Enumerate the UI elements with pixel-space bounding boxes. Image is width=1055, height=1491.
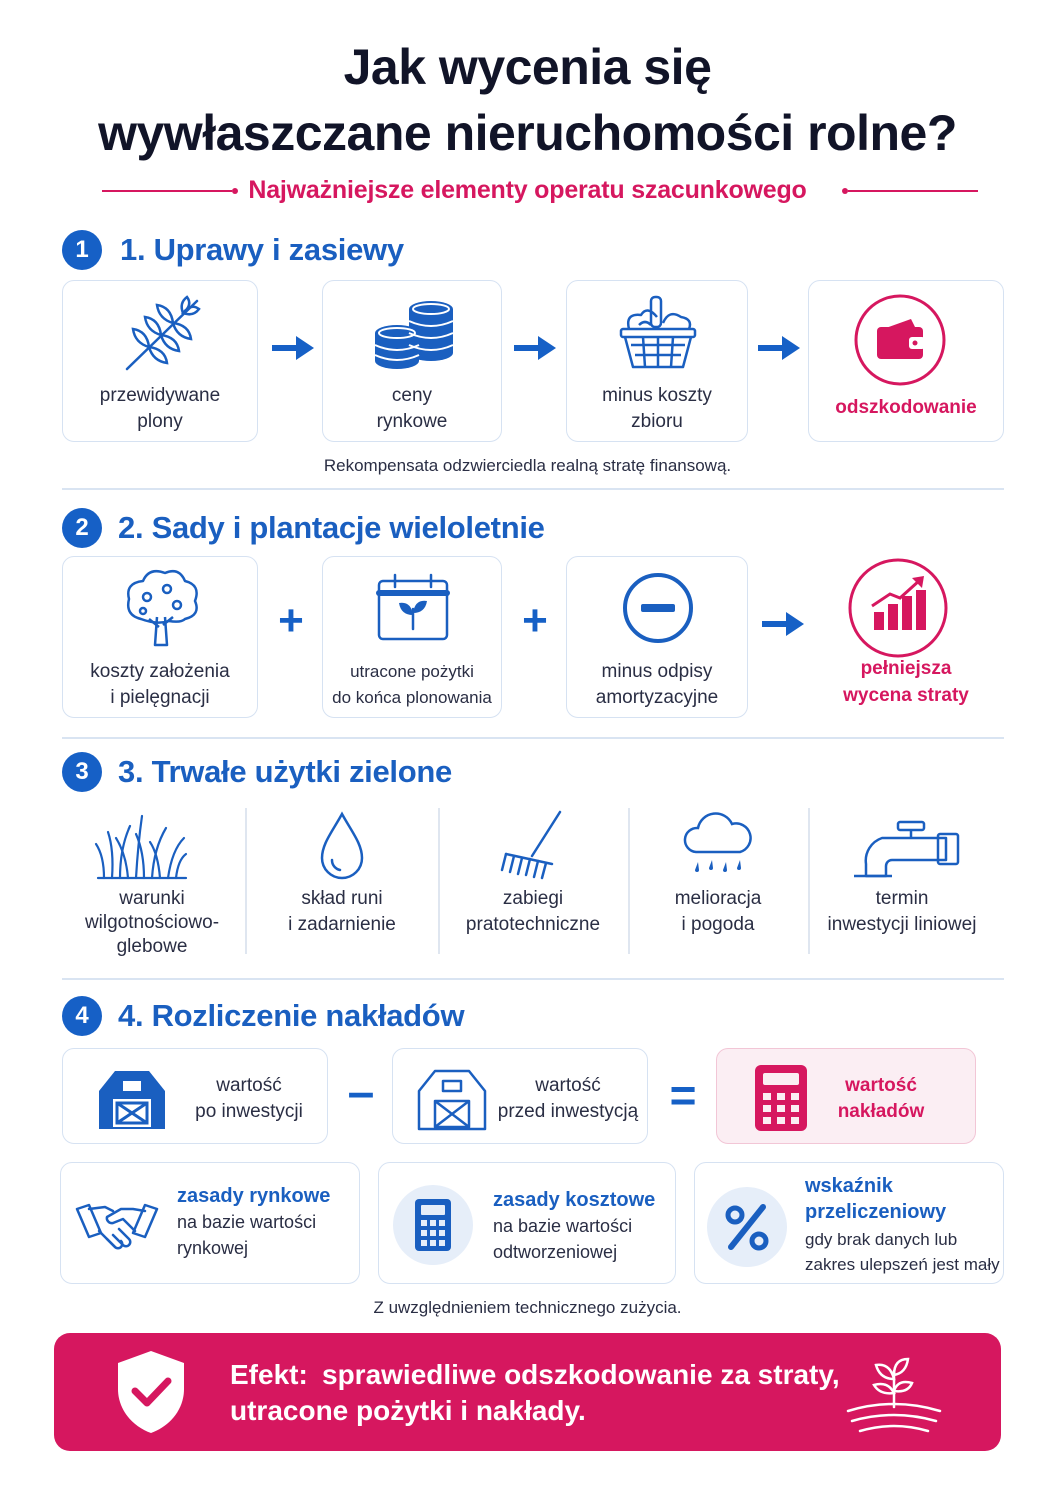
card-investment-value xyxy=(716,1048,976,1144)
rain-cloud-icon xyxy=(680,812,756,878)
arrow-right-icon xyxy=(760,610,806,638)
column-separator xyxy=(808,808,810,954)
equals-operator: = xyxy=(669,1069,697,1121)
section1-title: 1. Uprawy i zasiewy xyxy=(120,232,404,267)
section2-number-badge: 2 xyxy=(62,508,102,548)
factor-label: skład runi xyxy=(301,888,383,909)
card-label: amortyzacyjne xyxy=(595,687,719,708)
card-harvest-costs xyxy=(566,280,748,442)
card-cost-rules xyxy=(378,1162,676,1284)
minus-circle-icon xyxy=(621,571,695,645)
rule-desc: zakres ulepszeń jest mały xyxy=(805,1255,1000,1274)
section3-number-badge: 3 xyxy=(62,752,102,792)
card-label: pełniejsza xyxy=(860,658,952,679)
page-subtitle: Najważniejsze elementy operatu szacunkowego xyxy=(248,176,807,204)
factor-label: warunki xyxy=(119,888,185,909)
rule-title: zasady rynkowe xyxy=(177,1185,331,1207)
effect-text-line1: sprawiedliwe odszkodowanie za straty, xyxy=(322,1359,840,1390)
card-market-rules xyxy=(60,1162,360,1284)
plus-operator: + xyxy=(278,596,304,645)
card-label: odszkodowanie xyxy=(835,397,977,418)
arrow-right-icon xyxy=(270,334,316,362)
factor-grassland-treatments xyxy=(442,808,624,958)
section1-note: Rekompensata odzwierciedla realną stratę finansową. xyxy=(323,456,732,475)
arrow-right-icon xyxy=(512,334,558,362)
factor-label: inwestycji liniowej xyxy=(827,914,977,935)
section4-title: 4. Rozliczenie nakładów xyxy=(118,998,465,1033)
page-title-line2: wywłaszczane nieruchomości rolne? xyxy=(98,105,957,161)
minus-operator: – xyxy=(347,1066,375,1119)
factor-label: wilgotnościowo- xyxy=(84,912,220,933)
factor-label: i zadarnienie xyxy=(288,914,396,935)
section4-number-badge: 4 xyxy=(62,996,102,1036)
section3-title: 3. Trwałe użytki zielone xyxy=(118,754,452,789)
pipe-icon xyxy=(852,820,962,880)
card-label: i pielęgnacji xyxy=(110,687,210,708)
card-label: rynkowe xyxy=(376,411,448,432)
card-label: przewidywane xyxy=(99,385,221,406)
column-separator xyxy=(628,808,630,954)
rule-title: wskaźnik xyxy=(805,1175,893,1197)
factor-drainage-weather xyxy=(632,808,804,958)
factor-moisture-soil xyxy=(62,808,242,968)
factor-label: pratotechniczne xyxy=(465,914,601,935)
rule-desc: odtworzeniowej xyxy=(493,1242,618,1262)
card-value-before-investment xyxy=(392,1048,648,1144)
card-label: utracone pożytki xyxy=(350,662,474,681)
factor-label: glebowe xyxy=(116,936,188,957)
section-divider xyxy=(62,978,1004,980)
formula-label: nakładów xyxy=(837,1101,925,1122)
factor-label: zabiegi xyxy=(502,888,564,909)
formula-label: wartość xyxy=(845,1075,917,1096)
card-predicted-yield xyxy=(62,280,258,442)
barn-outline-icon xyxy=(415,1063,489,1131)
calculator-pink-icon xyxy=(751,1063,811,1133)
sprout-field-icon xyxy=(842,1349,946,1437)
factor-label: termin xyxy=(875,888,929,909)
section2-title: 2. Sady i plantacje wieloletnie xyxy=(118,510,545,545)
card-label: do końca plonowania xyxy=(332,688,492,707)
coins-icon xyxy=(371,297,457,373)
card-lost-benefits xyxy=(322,556,502,718)
section1-number-badge: 1 xyxy=(62,230,102,270)
effect-label: Efekt: xyxy=(230,1359,308,1390)
card-label: wycena straty xyxy=(843,685,969,706)
rule-desc: na bazie wartości xyxy=(177,1212,317,1232)
arrow-right-icon xyxy=(756,334,802,362)
factor-label: i pogoda xyxy=(681,914,755,935)
effect-banner xyxy=(54,1333,1001,1451)
subtitle-rule-right xyxy=(848,190,978,192)
wallet-icon xyxy=(853,293,947,387)
card-conversion-index xyxy=(694,1162,1004,1284)
formula-label: po inwestycji xyxy=(195,1101,303,1122)
water-drop-icon xyxy=(316,810,368,882)
rule-desc: rynkowej xyxy=(177,1238,249,1258)
tree-icon xyxy=(119,565,203,649)
card-fuller-loss-valuation xyxy=(808,556,1004,718)
growth-chart-icon xyxy=(846,556,950,660)
column-separator xyxy=(245,808,247,954)
grass-icon xyxy=(94,812,190,882)
section-divider xyxy=(62,488,1004,490)
card-value-after-investment xyxy=(62,1048,328,1144)
calendar-sprout-icon xyxy=(375,571,451,643)
page-title-line1: Jak wycenia się xyxy=(343,39,712,95)
card-label: plony xyxy=(137,411,183,432)
barn-icon xyxy=(95,1063,169,1131)
formula-label: przed inwestycją xyxy=(497,1101,639,1122)
card-label: minus koszty xyxy=(602,385,712,406)
calculator-icon xyxy=(391,1183,475,1267)
card-label: zbioru xyxy=(631,411,683,432)
rule-desc: na bazie wartości xyxy=(493,1216,633,1236)
card-compensation xyxy=(808,280,1004,442)
percent-icon xyxy=(705,1185,789,1269)
section4-note: Z uwzględnieniem technicznego zużycia. xyxy=(373,1298,682,1317)
shield-check-icon xyxy=(114,1347,188,1437)
factor-label: melioracja xyxy=(674,888,762,909)
effect-text-line2: utracone pożytki i nakłady. xyxy=(230,1395,586,1426)
basket-icon xyxy=(617,293,699,373)
section-divider xyxy=(62,737,1004,739)
factor-linear-investment-date xyxy=(812,808,992,958)
rule-title: zasady kosztowe xyxy=(493,1189,656,1211)
card-depreciation xyxy=(566,556,748,718)
card-label: minus odpisy xyxy=(601,661,713,682)
card-market-prices xyxy=(322,280,502,442)
rake-icon xyxy=(496,808,568,880)
card-setup-costs xyxy=(62,556,258,718)
rule-title: przeliczeniowy xyxy=(805,1201,947,1223)
factor-sward-composition xyxy=(250,808,434,958)
plus-operator: + xyxy=(522,596,548,645)
wheat-icon xyxy=(119,291,209,375)
formula-label: wartość xyxy=(535,1075,601,1096)
rule-desc: gdy brak danych lub xyxy=(805,1230,958,1249)
card-label: ceny xyxy=(391,385,433,406)
formula-label: wartość xyxy=(216,1075,282,1096)
card-label: koszty założenia xyxy=(90,661,230,682)
column-separator xyxy=(438,808,440,954)
handshake-icon xyxy=(75,1191,159,1257)
